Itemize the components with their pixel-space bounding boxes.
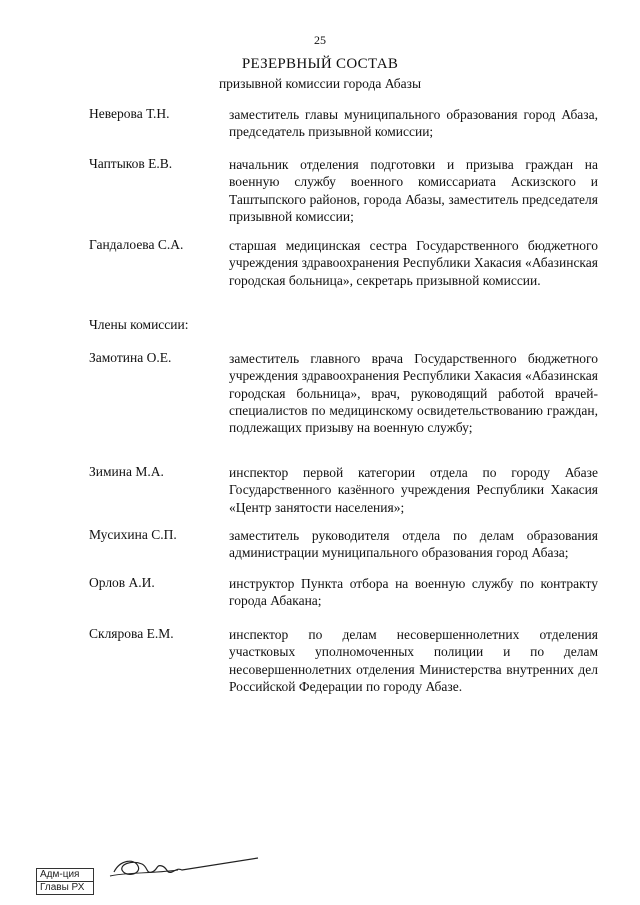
- member-role: заместитель руководителя отдела по делам образования администрации муниципального образования город Абаза;: [229, 528, 598, 561]
- member-name: Склярова Е.М.: [89, 626, 174, 641]
- member-name: Орлов А.И.: [89, 575, 155, 590]
- member-name: Замотина О.Е.: [89, 350, 172, 365]
- stamp-line: Адм-ция: [40, 869, 80, 880]
- stamp: [36, 868, 94, 895]
- document-subtitle: призывной комиссии города Абазы: [218, 76, 422, 91]
- member-role: заместитель главного врача Государственного бюджетного учреждения здравоохранения Республики Хакасия «Абазинская городская больница», врач, руководящий работой врачей-специалистов по медицинскому освидетельствованию граждан, подлежащих призыву на военную службу;: [229, 351, 598, 436]
- stamp-line: Главы РХ: [37, 881, 93, 894]
- member-name: Гандалоева С.А.: [89, 237, 184, 252]
- member-role: инструктор Пункта отбора на военную службу по контракту города Абакана;: [229, 576, 598, 609]
- member-entry: [0, 575, 640, 610]
- member-role: инспектор первой категории отдела по городу Абазе Государственного казённого учреждения Республики Хакасия «Центр занятости населения»;: [229, 465, 598, 515]
- member-role: инспектор по делам несовершеннолетних отделения участковых уполномоченных полиции и по делам несовершеннолетних отделения Министерства внутренних дел Российской Федерации по городу Абазе.: [229, 627, 598, 694]
- member-name: Зимина М.А.: [89, 464, 164, 479]
- member-entry: [0, 156, 640, 225]
- member-entry: [0, 350, 640, 436]
- member-name: Неверова Т.Н.: [89, 106, 170, 121]
- members-label: Члены комиссии:: [89, 317, 189, 332]
- member-role: начальник отделения подготовки и призыва граждан на военную службу военного комиссариата Аскизского и Таштыпского районов, города Абазы, заместитель председателя призывной комиссии;: [229, 157, 598, 224]
- member-name: Чаптыков Е.В.: [89, 156, 173, 171]
- member-role: старшая медицинская сестра Государственного бюджетного учреждения здравоохранения Республики Хакасия «Абазинская городская больница», секретарь призывной комиссии.: [229, 238, 598, 288]
- signature-icon: [108, 852, 268, 884]
- member-entry: [0, 106, 640, 141]
- member-role: заместитель главы муниципального образования город Абаза, председатель призывной комиссии;: [229, 107, 598, 140]
- member-entry: [0, 626, 640, 695]
- member-name: Мусихина С.П.: [89, 527, 177, 542]
- document-title: РЕЗЕРВНЫЙ СОСТАВ: [241, 56, 399, 72]
- page-number: 25: [314, 33, 326, 47]
- member-entry: [0, 237, 640, 289]
- member-entry: [0, 464, 640, 516]
- member-entry: [0, 527, 640, 562]
